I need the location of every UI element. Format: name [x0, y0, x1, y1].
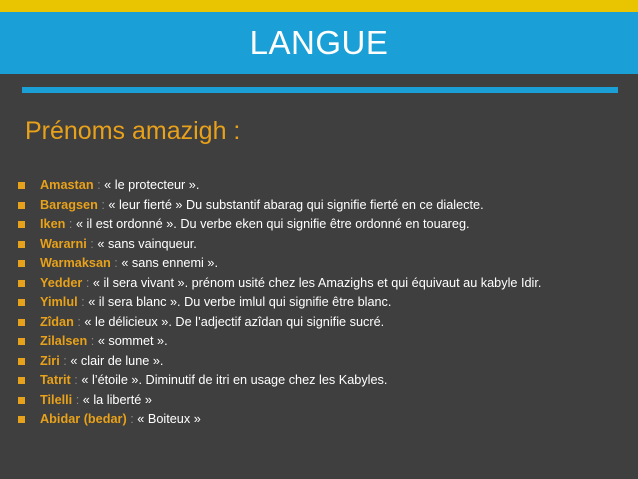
square-bullet-icon: [18, 202, 25, 209]
item-separator: :: [93, 178, 105, 192]
item-name: Yedder: [40, 275, 83, 290]
list-item: [18, 313, 541, 333]
item-description: « sans ennemi ».: [121, 256, 218, 270]
item-name: Zîdan: [40, 314, 74, 329]
item-name: Warmaksan: [40, 256, 111, 270]
item-name: Tatrit: [40, 373, 71, 387]
item-description: « le délicieux ». De l’adjectif azîdan qui signifie sucré.: [84, 314, 385, 329]
item-name: Zilalsen: [40, 334, 88, 348]
list-item: [18, 176, 541, 196]
square-bullet-icon: [18, 319, 25, 326]
list-item: [18, 332, 541, 352]
square-bullet-icon: [18, 338, 25, 345]
list-item: [18, 352, 541, 372]
square-bullet-icon: [18, 280, 25, 287]
slide-title: LANGUE: [249, 24, 389, 61]
square-bullet-icon: [18, 377, 25, 384]
list-item: [18, 196, 541, 216]
item-description: « leur fierté » Du substantif abarag qui signifie fierté en ce dialecte.: [108, 197, 484, 212]
item-separator: :: [59, 353, 71, 368]
square-bullet-icon: [18, 260, 25, 267]
square-bullet-icon: [18, 182, 25, 189]
list-item: [18, 391, 541, 411]
item-separator: :: [77, 295, 89, 309]
square-bullet-icon: [18, 299, 25, 306]
list-item: [18, 235, 541, 255]
square-bullet-icon: [18, 241, 25, 248]
item-separator: :: [110, 256, 122, 270]
list-item: [18, 215, 541, 235]
item-separator: :: [86, 236, 98, 251]
item-separator: :: [82, 275, 93, 290]
square-bullet-icon: [18, 358, 25, 365]
top-accent-bar: [0, 0, 638, 12]
item-separator: :: [97, 197, 109, 212]
item-separator: :: [126, 412, 138, 426]
item-name: Amastan: [40, 178, 94, 192]
slide-subtitle: Prénoms amazigh :: [25, 117, 241, 145]
title-underline: [22, 87, 618, 93]
list-item: [18, 274, 541, 294]
list-item: [18, 293, 541, 313]
item-description: « sommet ».: [97, 334, 168, 348]
square-bullet-icon: [18, 221, 25, 228]
list-item: [18, 254, 541, 274]
item-description: « il sera vivant ». prénom usité chez les Amazighs et qui équivaut au kabyle Idir.: [92, 275, 542, 290]
item-name: Abidar (bedar): [40, 412, 127, 426]
item-description: « le protecteur ».: [104, 178, 200, 192]
item-name: Baragsen: [40, 197, 98, 212]
item-description: « il est ordonné ». Du verbe eken qui signifie être ordonné en touareg.: [75, 217, 470, 231]
item-name: Yimlul: [40, 295, 78, 309]
item-description: « il sera blanc ». Du verbe imlul qui signifie être blanc.: [88, 295, 392, 309]
item-description: « la liberté »: [82, 392, 152, 407]
item-separator: :: [65, 217, 76, 231]
list-item: [18, 371, 541, 391]
item-separator: :: [87, 334, 98, 348]
item-description: « clair de lune ».: [70, 353, 164, 368]
square-bullet-icon: [18, 416, 25, 423]
item-name: Iken: [40, 217, 66, 231]
item-description: « l’étoile ». Diminutif de itri en usage chez les Kabyles.: [81, 373, 388, 387]
item-separator: :: [72, 392, 83, 407]
item-separator: :: [73, 314, 85, 329]
list-item: [18, 410, 541, 430]
square-bullet-icon: [18, 397, 25, 404]
item-name: Wararni: [40, 236, 87, 251]
item-name: Tilelli: [40, 392, 73, 407]
item-description: « Boiteux »: [137, 412, 201, 426]
item-separator: :: [70, 373, 82, 387]
item-description: « sans vainqueur.: [97, 236, 197, 251]
item-name: Ziri: [40, 353, 60, 368]
names-list: [18, 176, 541, 430]
